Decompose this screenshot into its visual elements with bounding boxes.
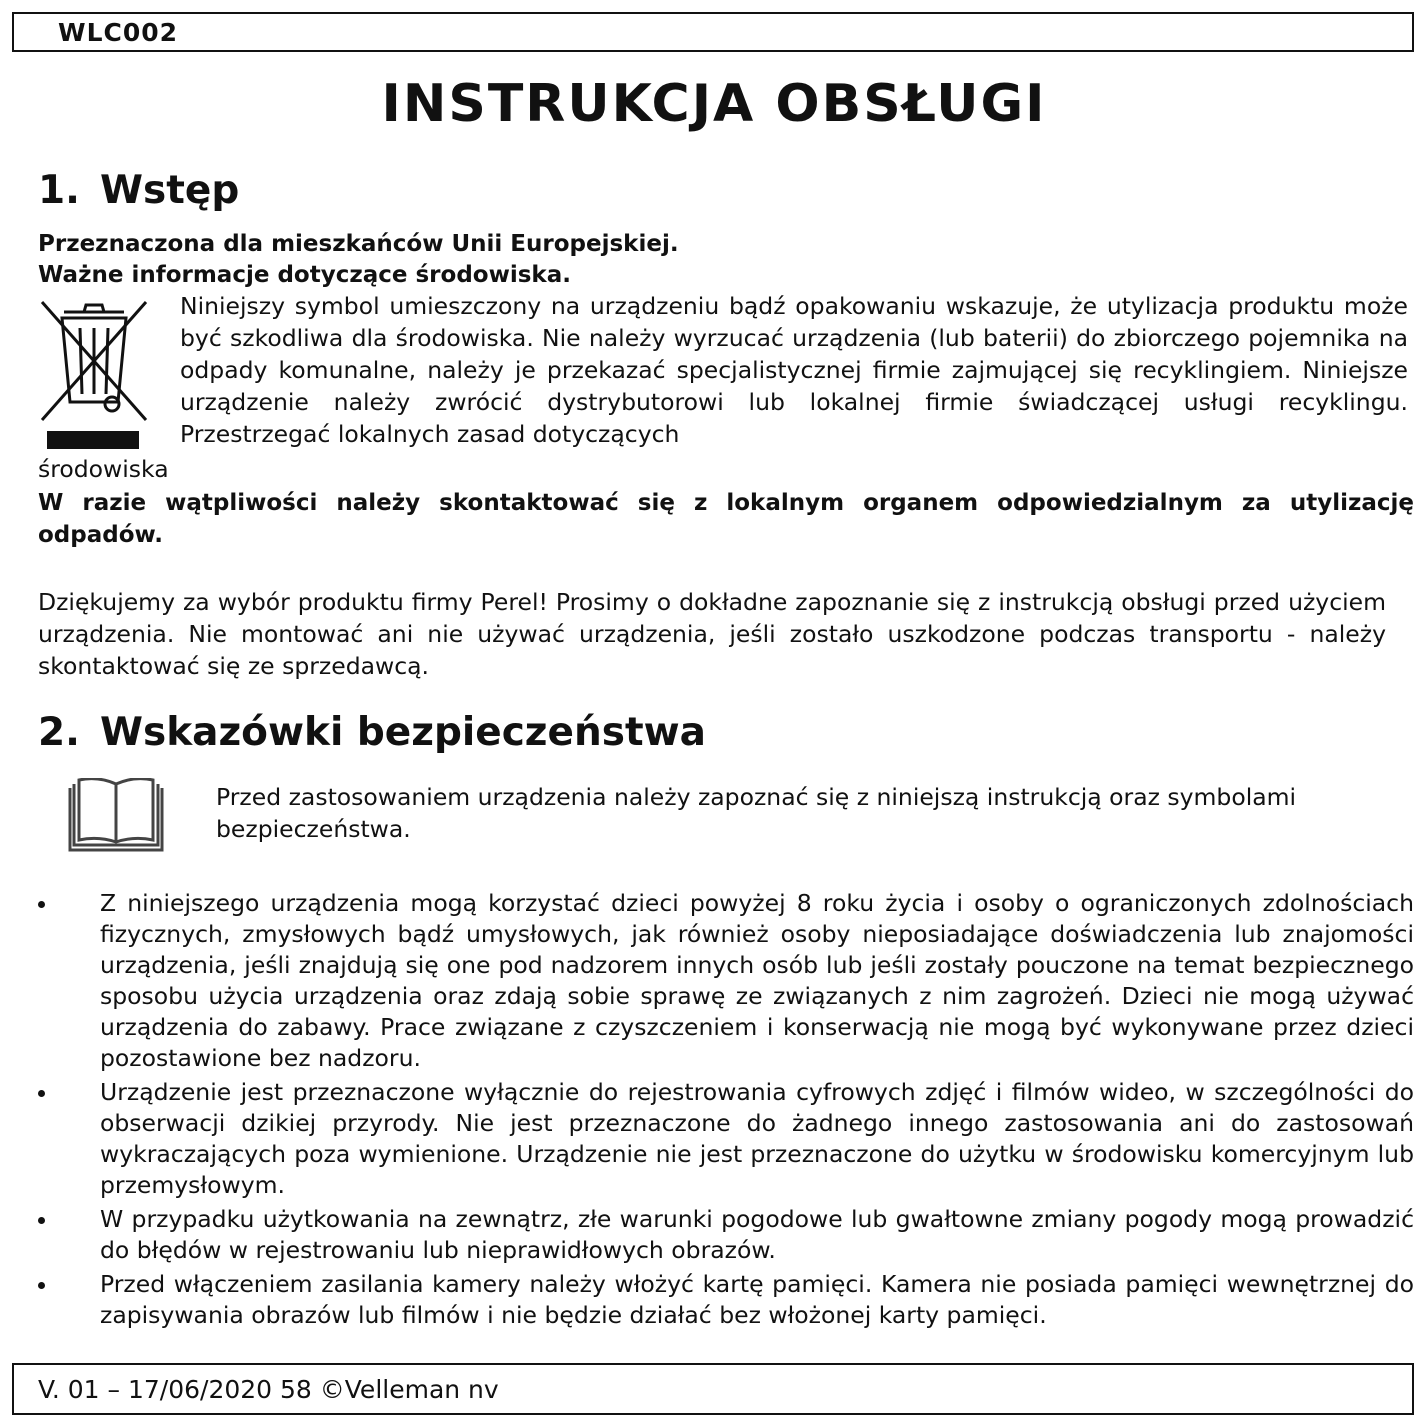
document-title: INSTRUKCJA OBSŁUGI bbox=[381, 74, 1047, 134]
section-1-heading bbox=[38, 168, 239, 213]
model-number: WLC002 bbox=[58, 18, 179, 47]
footer-version-info: V. 01 – 17/06/2020 58 ©Velleman nv bbox=[38, 1375, 499, 1404]
list-item bbox=[38, 888, 1414, 1074]
list-item bbox=[38, 1204, 1414, 1266]
list-item-text: Przed włączeniem zasilania kamery należy włożyć kartę pamięci. Kamera nie posiada pamięci wewnętrznej do zapisywania obrazów lub filmów i nie będzie działać bez włożonej karty pamięci. bbox=[100, 1270, 1414, 1329]
section-2-heading bbox=[38, 710, 706, 755]
header-box bbox=[12, 12, 1414, 52]
disposal-warning: W razie wątpliwości należy skontaktować się z lokalnym organem odpowiedzialnym za utylizację odpadów. bbox=[38, 490, 1414, 548]
crossed-out-wheelie-bin-icon bbox=[38, 298, 150, 426]
weee-disposal-text-tail: środowiska bbox=[38, 455, 169, 483]
safety-bullet-list bbox=[38, 888, 1414, 1334]
list-item bbox=[38, 1077, 1414, 1201]
section-2-title: Wskazówki bezpieczeństwa bbox=[100, 710, 706, 755]
read-manual-text: Przed zastosowaniem urządzenia należy zapoznać się z niniejszą instrukcją oraz symbolami bezpieczeństwa. bbox=[216, 783, 1297, 843]
weee-disposal-text: Niniejszy symbol umieszczony na urządzeniu bądź opakowaniu wskazuje, że utylizacja produktu może być szkodliwa dla środowiska. Nie należy wyrzucać urządzenia (lub baterii) do zbiorczego pojemnika na odpady komunalne, należy je przekazać specjalistycznej firmie zajmującej się recyklingiem. Niniejsze urządzenie należy zwrócić dystrybutorowi lub lokalnej firmie świadczącej usługi recyklingu. Przestrzegać lokalnych zasad dotyczących bbox=[180, 292, 1408, 448]
bullet-icon bbox=[38, 901, 45, 908]
weee-underline-bar bbox=[47, 431, 139, 449]
bullet-icon bbox=[38, 1090, 45, 1097]
open-book-icon bbox=[66, 778, 166, 854]
bullet-icon bbox=[38, 1217, 45, 1224]
eu-residents-line: Przeznaczona dla mieszkańców Unii Europejskiej. bbox=[38, 231, 679, 257]
list-item-text: Urządzenie jest przeznaczone wyłącznie do rejestrowania cyfrowych zdjęć i filmów wideo, w szczególności do obserwacji dzikiej przyrody. Nie jest przeznaczone do żadnego innego zastosowania ani do zastosowań wykraczających poza wymienione. Urządzenie nie jest przeznaczone do użytku w środowisku komercyjnym lub przemysłowym. bbox=[100, 1078, 1414, 1199]
section-2-number: 2. bbox=[38, 710, 80, 755]
thanks-paragraph: Dziękujemy za wybór produktu firmy Perel! Prosimy o dokładne zapoznanie się z instrukcją obsługi przed użyciem urządzenia. Nie montować ani nie używać urządzenia, jeśli zostało uszkodzone podczas transportu - należy skontaktować się ze sprzedawcą. bbox=[38, 588, 1386, 680]
list-item bbox=[38, 1269, 1414, 1331]
list-item-text: Z niniejszego urządzenia mogą korzystać dzieci powyżej 8 roku życia i osoby o ograniczonych zdolnościach fizycznych, zmysłowych bądź umysłowych, jak również osoby nieposiadające doświadczenia lub znajomości urządzenia, jeśli znajdują się one pod nadzorem innych osób lub jeśli zostały pouczone na temat bezpiecznego sposobu użycia urządzenia oraz zdają sobie sprawę ze związanych z nim zagrożeń. Dzieci nie mogą używać urządzenia do zabawy. Prace związane z czyszczeniem i konserwacją nie mogą być wykonywane przez dzieci pozostawione bez nadzoru. bbox=[100, 889, 1414, 1072]
section-1-title: Wstęp bbox=[100, 168, 240, 213]
bullet-icon bbox=[38, 1282, 45, 1289]
section-1-number: 1. bbox=[38, 168, 80, 213]
footer-box bbox=[12, 1363, 1414, 1415]
list-item-text: W przypadku użytkowania na zewnątrz, złe warunki pogodowe lub gwałtowne zmiany pogody mogą prowadzić do błędów w rejestrowaniu lub nieprawidłowych obrazów. bbox=[100, 1205, 1414, 1264]
environment-info-line: Ważne informacje dotyczące środowiska. bbox=[38, 262, 571, 288]
